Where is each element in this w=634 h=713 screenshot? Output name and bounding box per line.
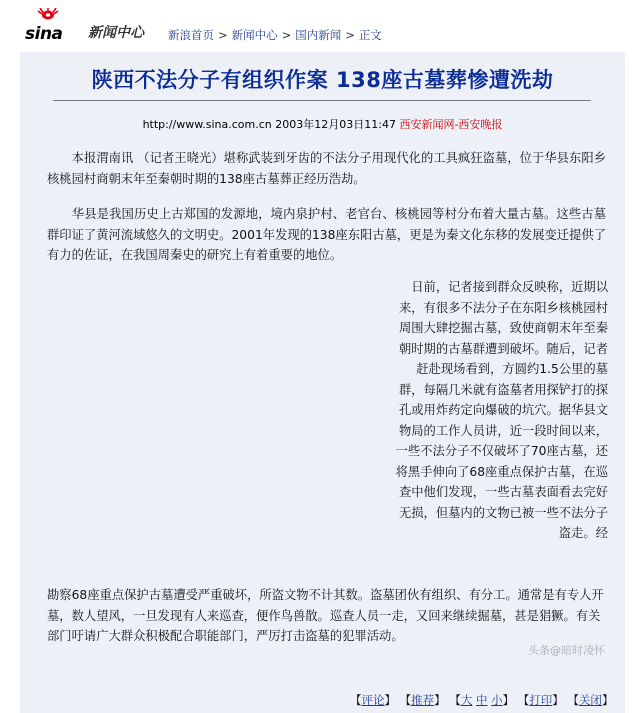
recommend-link[interactable]: 推荐	[411, 693, 435, 707]
close-link[interactable]: 关闭	[578, 693, 602, 707]
sina-logo[interactable]	[22, 8, 80, 42]
breadcrumb-article[interactable]: 正文	[358, 28, 382, 42]
article-paragraph-3-column: 日前，记者接到群众反映称，近期以来，有很多不法分子在东阳乡核桃园村周围大肆挖掘古墓，致使商朝末年至秦朝时期的古墓群遭到破坏。随后，记者赶赴现场看到，方圆约1.5公里的墓群，每隔几米就有盗墓者用探铲打的探孔或用炸药定向爆破的坑穴。据华县文物局的工作人员讲，近一段时间以来，一些不法分子不仅破坏了70座古墓，还将黑手伸向了68座重点保护古墓，在巡查中他们发现，一些古墓表面看去完好无损，但墓内的文物已被一些不法分子盗走。经	[395, 280, 608, 540]
breadcrumb-separator: >	[281, 28, 292, 42]
font-large-link[interactable]: 大	[460, 693, 473, 707]
breadcrumb-separator: >	[345, 28, 355, 42]
site-header	[0, 0, 634, 44]
print-link[interactable]: 打印	[529, 693, 553, 707]
article-container	[20, 52, 625, 713]
breadcrumb-sina-home[interactable]: 新浪首页	[168, 28, 214, 42]
article-meta	[20, 116, 625, 132]
meta-source[interactable]: 西安新闻网-西安晚报	[399, 118, 503, 131]
meta-url[interactable]: http://www.sina.com.cn	[142, 118, 272, 131]
article-tools: 【评论】 【推荐】 【大 中 小】 【打印】 【关闭】	[350, 693, 614, 707]
news-center-title: 新闻中心	[88, 25, 144, 41]
breadcrumb-domestic-news[interactable]: 国内新闻	[295, 28, 342, 42]
comment-link[interactable]: 评论	[361, 693, 385, 707]
title-divider	[53, 100, 591, 101]
article-title: 陕西不法分子有组织作案 138座古墓葬惨遭洗劫	[91, 68, 554, 92]
meta-time: 2003年12月03日11:47	[275, 118, 396, 131]
font-small-link[interactable]: 小	[491, 693, 503, 707]
breadcrumb-separator: >	[218, 28, 228, 42]
breadcrumb	[168, 27, 382, 43]
logo-text: sina	[25, 24, 63, 44]
article-paragraph-3-tail: 勘察68座重点保护古墓遭受严重破坏，所盗文物不计其数。盗墓团伙有组织、有分工。通常是有专人开墓，数人望风，一旦发现有人来巡查，便作鸟兽散。巡查人员一走，又回来继续掘墓，甚是猖獗。有关部门吁请广大群众积极配合职能部门，严厉打击盗墓的犯罪活动。	[47, 588, 604, 643]
watermark-text: 头条@暗时凌怀	[528, 644, 605, 657]
article-paragraph-1: 本报渭南讯 （记者王晓光）堪称武装到牙齿的不法分子用现代化的工具疯狂盗墓，位于华县东阳乡核桃园村商朝末年至秦朝时期的138座古墓葬正经历浩劫。	[47, 151, 606, 186]
font-medium-link[interactable]: 中	[475, 693, 488, 707]
article-paragraph-2: 华县是我国历史上古郑国的发源地，境内泉护村、老官台、核桃园等村分布着大量古墓。这些古墓群印证了黄河流域悠久的文明史。2001年发现的138座东阳古墓，更是为秦文化东移的发展变迁提供了有力的佐证，在我国周秦史的研究上有着重要的地位。	[47, 207, 606, 262]
breadcrumb-news-center[interactable]: 新闻中心	[231, 28, 278, 42]
